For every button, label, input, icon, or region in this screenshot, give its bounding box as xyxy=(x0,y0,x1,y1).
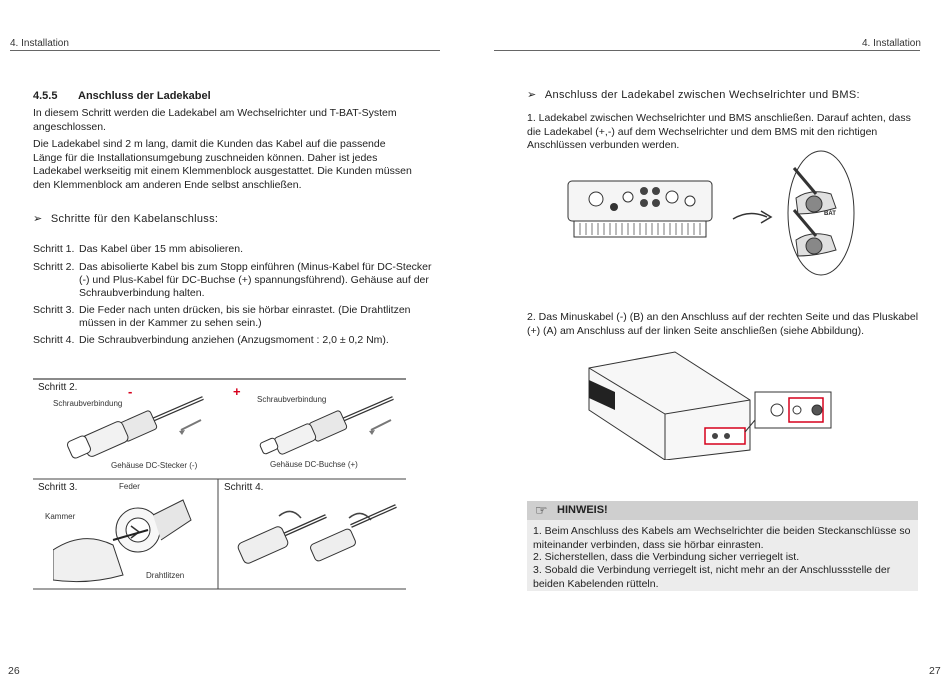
right-page-number: 27 xyxy=(929,665,941,677)
step-label: Schritt 1. xyxy=(33,243,75,255)
step-label: Schritt 2. xyxy=(33,261,75,273)
arrow-bullet-icon: ➢ xyxy=(527,89,537,101)
inverter-bottom-drawing xyxy=(566,177,716,243)
battery-box-drawing xyxy=(585,350,835,460)
minus-sign: - xyxy=(128,384,133,399)
left-page-number: 26 xyxy=(8,665,20,677)
bms-connector-drawing xyxy=(786,148,856,278)
tighten-screw-drawing xyxy=(231,496,401,581)
screw-label-right: Schraubverbindung xyxy=(257,395,327,404)
arrow-right-icon xyxy=(731,205,775,229)
bat-label: BAT xyxy=(824,211,836,217)
chamber-label: Kammer xyxy=(45,512,76,521)
screw-label-left: Schraubverbindung xyxy=(53,399,123,408)
bms-bullet-heading xyxy=(527,88,860,101)
section-title: Anschluss der Ladekabel xyxy=(78,90,211,102)
arrow-bullet-icon: ➢ xyxy=(33,213,43,225)
housing-socket-label: Gehäuse DC-Buchse (+) xyxy=(270,460,358,469)
step-label: Schritt 4. xyxy=(33,334,75,346)
figure-step4-label: Schritt 4. xyxy=(224,482,264,493)
step-text: Das abisolierte Kabel bis zum Stopp einführen (Minus-Kabel für DC-Stecker (-) und Plus-Kabel für DC-Buchse (+) spannungsführend). Gehäuse auf der Schraubverbindung halten. xyxy=(79,261,432,299)
intro-paragraph-1: In diesem Schritt werden die Ladekabel am Wechselrichter und T-BAT-System angeschlossen. xyxy=(33,107,397,133)
pointing-hand-icon: ☞ xyxy=(535,502,548,518)
intro-paragraph-2: Die Ladekabel sind 2 m lang, damit die Kunden das Kabel auf die passende Länge für die Installationsumgebung zuschneiden können. Daher ist jedes Ladekabel werkseitig mit einem Klemmenblock ausgestattet. Die Kunden müssen den Klemmenblock am anderen Ende selbst anschließen. xyxy=(33,138,412,191)
hinweis-title: HINWEIS! xyxy=(557,504,608,516)
hinweis-body xyxy=(527,520,918,591)
steps-figure xyxy=(33,378,406,590)
left-page-header: 4. Installation xyxy=(10,38,69,49)
steps-bullet-heading xyxy=(33,212,218,225)
right-paragraph-2: 2. Das Minuskabel (-) (B) an den Anschluss auf der rechten Seite und das Pluskabel (+) (A) am Anschluss auf der linken Seite anschließen (siehe Abbildung). xyxy=(527,311,919,337)
hinweis-item: 1. Beim Anschluss des Kabels am Wechselrichter die beiden Steckanschlüsse so miteinander verbinden, dass sie hörbar einrasten. xyxy=(533,525,911,551)
step-text: Die Feder nach unten drücken, bis sie hörbar einrastet. (Die Drahtlitzen müssen in der Kammer zu sehen sein.) xyxy=(79,304,411,329)
steps-heading-text: Schritte für den Kabelanschluss: xyxy=(50,213,219,225)
figure-step2-label: Schritt 2. xyxy=(38,382,78,393)
step-text: Die Schraubverbindung anziehen (Anzugsmoment : 2,0 ± 0,2 Nm). xyxy=(79,334,389,346)
dc-plug-minus-drawing xyxy=(63,386,233,466)
left-header-rule xyxy=(10,50,440,51)
housing-plug-label: Gehäuse DC-Stecker (-) xyxy=(111,461,198,470)
right-paragraph-1: 1. Ladekabel zwischen Wechselrichter und BMS anschließen. Darauf achten, dass die Ladekabel (+,-) auf dem Wechselrichter und dem BMS mit den richtigen Anschlüssen verbunden werden. xyxy=(527,112,911,151)
hinweis-item: 2. Sicherstellen, dass die Verbindung sicher verriegelt ist. xyxy=(533,551,800,563)
step-text: Das Kabel über 15 mm abisolieren. xyxy=(79,243,244,255)
bms-heading-text: Anschluss der Ladekabel zwischen Wechselrichter und BMS: xyxy=(544,89,860,101)
figure-step3-label: Schritt 3. xyxy=(38,482,78,493)
step-label: Schritt 3. xyxy=(33,304,75,316)
hinweis-item: 3. Sobald die Verbindung verriegelt ist, nicht mehr an der Anschlussstelle der beiden Kabelenden rütteln. xyxy=(533,564,891,590)
right-header-rule xyxy=(494,50,920,51)
strands-label: Drahtlitzen xyxy=(146,571,185,580)
steps-list xyxy=(33,243,443,353)
plus-sign: + xyxy=(233,384,241,399)
right-page-header: 4. Installation xyxy=(862,38,921,49)
spring-label: Feder xyxy=(119,482,140,491)
section-number: 4.5.5 xyxy=(33,90,58,102)
hinweis-header xyxy=(527,501,918,520)
